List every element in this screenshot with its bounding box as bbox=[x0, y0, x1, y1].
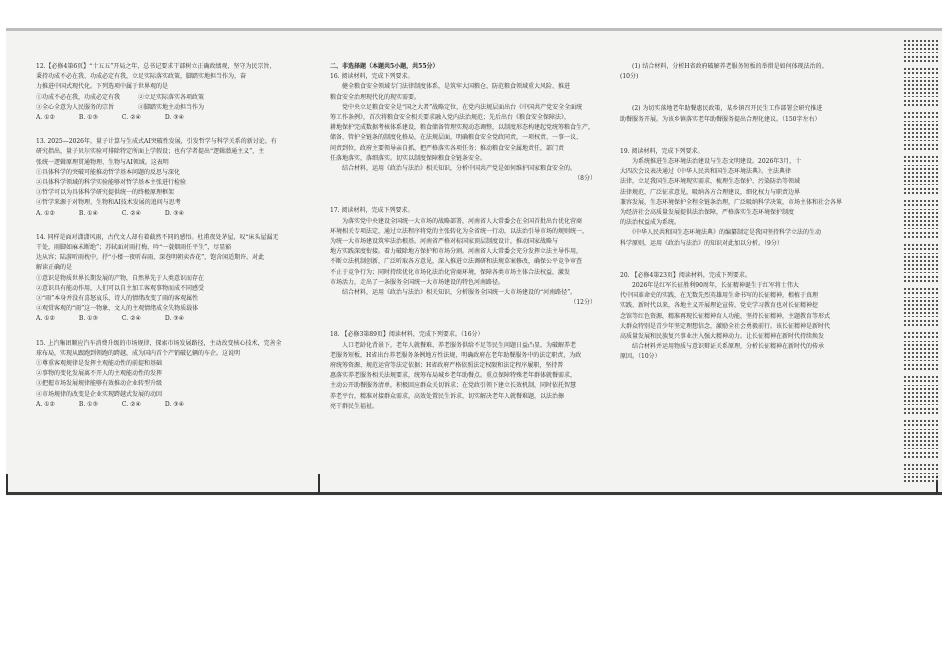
question-20-block bbox=[620, 271, 878, 363]
text-line-q16k: （8分） bbox=[574, 175, 596, 183]
text-line-q18c: 老服务短板，H省出台养老服务条例地方性法规，明确政府在老年助餐服务中的法定职责，为政 bbox=[330, 351, 582, 359]
text-line-q15a: 15. 上汽集团顺应汽车消费升级的市场规律，探索市场发展路径，主动改变核心技术，完善全 bbox=[36, 339, 282, 347]
text-line-q16d: 党中央立足粮食安全是“国之大者”战略定位，在党内法规层面出台《中国共产党安全全面统 bbox=[330, 103, 583, 111]
text-line-q20i: 原因。（10分） bbox=[620, 353, 661, 361]
text-line-q15b: 球布局，实现从跟跑到领跑的跨越，成为国内首个产销破亿辆的车企。这说明 bbox=[36, 349, 241, 357]
text-line-q17j: （12分） bbox=[570, 299, 596, 307]
text-line-q15c: ①尊重客观规律是发挥主观能动性的前提和基础 bbox=[36, 360, 163, 368]
text-line-q20f: 大群众特别是青少年坚定理想信念，激励全社会勇毅前行。该长征精神是新时代 bbox=[620, 322, 831, 330]
question-19-block bbox=[620, 147, 878, 249]
text-line-q17c: 环境相关专项法定，通过立法程序将党的主张转化为全省统一行动，以法治引导市场的规则统一， bbox=[330, 227, 589, 235]
left-crop-mark bbox=[6, 474, 8, 494]
text-line-q14b: 干处，雨脚如麻未断绝”；苏轼面对雨打梅，吟“一蓑烟雨任平生”，尽显豁 bbox=[36, 244, 232, 252]
text-line-q18j: (10分) bbox=[620, 73, 639, 81]
text-line-q20h: 结合材料并运用物质与意识辩证关系原理，分析长征精神在新时代的传承 bbox=[620, 343, 825, 351]
text-line-q16i: 任落地落实，落细落实。切实以制度保障粮食全链条安全。 bbox=[330, 154, 487, 162]
text-line-q18b: 人口老龄化背景下，老年人就餐难、养老服务供给不足等民生问题日益凸显，为破解养老 bbox=[330, 341, 577, 349]
text-line-q20g: 高质量发展和民族复兴事业注入强大精神动力。让长征精神在新时代持续焕发 bbox=[620, 333, 825, 341]
text-line-q17h: 市场活力，走出了一条服务全国统一大市场建设的特色河南路径。 bbox=[330, 278, 505, 286]
text-line-q14c: 达从容；陆游听雨枕中，抒“小楼一夜听春雨，深巷明朝卖杏花”，饱含闲适期许。对此 bbox=[36, 254, 265, 262]
text-line-q17g: 不止于竞争行为；同时持续优化市场化法治化营商环境，保障各类市场主体合法权益，激发 bbox=[330, 268, 571, 276]
text-line-q18l: 助餐服务开展。为该乡镇落实老年助餐服务提出合理化建议。（150字左右） bbox=[620, 115, 821, 123]
text-line-q14e: ①意识是物质世界长期发展的产物，自然界先于人类意识而存在 bbox=[36, 274, 205, 282]
text-line-q12b: 秉持功成不必在我、功成必定有我，立足实际落实政策，脚踏实地担当作为，奋 bbox=[36, 73, 247, 81]
text-line-q19g: 为经济社会高质量发展提供法治保障，严格落实生态环境保护制度 bbox=[620, 209, 795, 217]
text-line-q17i: 结合材料，运用《政治与法治》相关知识，分析服务全国统一大市场建设的“河南路径”。 bbox=[330, 289, 577, 297]
text-line-q18d: 府统筹资源、规范运营等法定依据；H省政府严格依照法定权限和法定程序履职，坚持普 bbox=[330, 362, 564, 370]
text-line-q18a: 18. 【必修3第89页】阅读材料，完成下列要求。（16分） bbox=[330, 331, 484, 339]
text-line-q20c: 代中国革命史的实践，在无数先烈英雄用生命书写的长征精神，根植于真理 bbox=[620, 292, 819, 300]
column-middle-essay-questions bbox=[330, 62, 602, 412]
text-line-q15g: A. ①② B. ①③ C. ②④ D. ③④ bbox=[36, 400, 185, 408]
text-line-q14g: ③“雨”本身并没有喜怒哀乐，诗人的情绪改变了雨的客观属性 bbox=[36, 295, 199, 303]
text-line-q13e: ②具体科学领域的科学实验能够对哲学基本主张进行检验 bbox=[36, 179, 187, 187]
text-line-q18e: 惠落实养老服务相关法规要求，统筹布局城乡老年助餐点。重点保障特殊老年群体就餐需求， bbox=[330, 372, 577, 380]
text-line-q12c: 力推进中国式现代化。下列选项中属于世界观的是 bbox=[36, 83, 169, 91]
text-line-q19d: 法律，立足我国生态环境现实需求，梳理生态保护、污染防治等领域 bbox=[620, 178, 801, 186]
text-line-q20e: 念馆等红色资源，精准再现长征精神育人功能，坚持长征精神，主题教育等形式 bbox=[620, 312, 831, 320]
text-line-q17d: 为统一大市场建设筑牢法治根基。河南省严格对标国家顶层制度设计，推动国家战略与 bbox=[330, 238, 559, 246]
column-right-essay-questions bbox=[620, 62, 878, 363]
question-17-block bbox=[330, 206, 602, 308]
text-line-q17b: 为落实党中央建设全国统一大市场的战略部署，河南省人大常委会在全国首批出台优化营商 bbox=[330, 217, 583, 225]
text-line-q18i: (1) 结合材料，分析H省政府破解养老服务短板的举措是如何体现法治的。 bbox=[620, 63, 828, 70]
text-line-q20a: 20. 【必修4第23页】阅读材料，完成下列要求。 bbox=[620, 271, 751, 279]
text-line-q17e: 地方实践深度衔接。着力破除地方保护和市场分割。河南省人大常委会充分发挥立法主导作用， bbox=[330, 248, 583, 256]
text-line-q18g: 养老平台，精准对接群众需求，高效处置民生诉求，切实解决老年人就餐难题，以法治擦 bbox=[330, 392, 565, 400]
text-line-q16g: 储备、管护全链条的制度化格局，在法规层面，明确粮食安全党政同责，一项权责、一事一议、 bbox=[330, 134, 583, 142]
sheet-bottom-edge bbox=[6, 492, 942, 495]
text-line-q16c: 粮食安全治理现代化的现实需要。 bbox=[330, 93, 421, 101]
text-line-q18k: (2) 为切实落地老年助餐惠民政策，某乡镇召开民生工作部署会研究推进 bbox=[620, 105, 823, 113]
text-line-q16b: 健全粮食安全领域专门法律制度体系，是筑牢大国粮仓、防范粮食领域重大风险、推进 bbox=[330, 83, 571, 91]
text-line-q13a: 13. 2025—2026年，量子计算与生成式AI突破性发展，引发哲学与科学关系的新讨论。有 bbox=[36, 138, 277, 146]
text-line-q14h: ④观赏客观的“雨”这一物象，文人的主观情绪成全失物质载体 bbox=[36, 305, 199, 313]
text-line-q14f: ②意识具有能动作用，人们可以自主加工客观事物而成不同感受 bbox=[36, 284, 205, 292]
text-line-q16j: 结合材料，运用《政治与法治》相关知识，分析中国共产党是如何维护国家粮食安全的。 bbox=[330, 165, 577, 173]
qr-strip-divider bbox=[904, 40, 940, 482]
text-line-q15d: ②事物的变化发展离不开人的主观能动性的发挥 bbox=[36, 370, 163, 378]
text-line-q20d: 实践、新时代以来，各地主义开展理论宣传，党史学习教育也对长征精神挖 bbox=[620, 302, 819, 310]
text-line-q19i: 《中华人民共和国生态环境法典》的编纂制定是我国坚持科学立法的生动 bbox=[620, 229, 822, 237]
text-line-q15f: ④市场规律的改变是企业实现跨越式发展的动因 bbox=[36, 390, 163, 398]
text-line-q12d: ①功成不必在我，功成必定有我 ②立足实际落实各项政策 bbox=[36, 93, 205, 101]
section-2-questions-16 bbox=[330, 62, 602, 184]
text-line-q16h: 问责到位，政府主要领导亲自抓，把严格落实各项任务；推动粮食安全属地责任，部门责 bbox=[330, 144, 565, 152]
middle-crop-mark bbox=[318, 474, 320, 494]
text-line-q15e: ③把握市场发展规律能够有效推动企业转型升级 bbox=[36, 380, 163, 388]
text-line-q16f: 耕地保护完成数据考核体系建设，粮食储备管理实现动态调整，以制度形态构建起党统筹粮食生产， bbox=[330, 124, 595, 132]
question-18-block bbox=[330, 330, 602, 412]
text-line-q12e: ③全心全意为人民服务的宗旨 ④脚踏实地主动担当作为 bbox=[36, 103, 205, 111]
text-line-q13d: ①具体科学的突破可能推动哲学基本问题的反思与深化 bbox=[36, 168, 181, 176]
text-line-q18f: 主动公开助餐服务清单，积极回应群众关切诉求；在党政引领下建立长效机制，同时依托智慧 bbox=[330, 382, 577, 390]
text-line-q19b: 为系统推进生态环境法治建设与生态文明建设。2026年3月，十 bbox=[620, 158, 802, 166]
text-line-q12a: 12.【必修4第6页】“十五五”开局之年，总书记要求干部树立正确政绩观，坚守为民宗旨， bbox=[36, 63, 276, 70]
question-18-part2 bbox=[620, 104, 878, 124]
text-line-s2: 二、非选择题（本题共5小题，共55分） bbox=[330, 63, 439, 70]
text-line-q19h: 的法治权益成为系统。 bbox=[620, 219, 681, 227]
text-line-q17f: 不断立法机制创新，广泛听取各方意见，深入推进立法调研和法规草案修改，确保公平竞争审查 bbox=[330, 258, 583, 266]
text-line-q14a: 14. 同样是面对潇潇风雨，古代文人却有着截然不同的感悟。杜甫夜处茅屋，叹“床头屋漏无 bbox=[36, 233, 279, 241]
text-line-q12f: A. ①② B. ①③ C. ②④ D. ③④ bbox=[36, 114, 185, 122]
text-line-q20b: 2026年是红军长征胜利90周年，长征精神诞生于红军将士伟大 bbox=[620, 282, 799, 290]
sheet-top-edge bbox=[6, 28, 942, 31]
text-line-q13h: A. ①② B. ①④ C. ②④ D. ③④ bbox=[36, 209, 185, 217]
text-line-q14i: A. ①② B. ①③ C. ②④ D. ③④ bbox=[36, 315, 185, 323]
text-line-q19c: 大四次会议表决通过《中华人民共和国生态环境法典》。主法典律 bbox=[620, 168, 792, 176]
text-line-q13g: ④哲学来源于对物理、生物和AI技术发展的追问与思考 bbox=[36, 199, 181, 207]
text-line-q19a: 19. 阅读材料，完成下列要求。 bbox=[620, 147, 704, 155]
text-line-q19j: 科学原则，运用《政治与法治》的知识对此加以分析。（9分） bbox=[620, 239, 783, 247]
text-line-q16e: 筹工作条例》，首次将粮食安全相关要求融入党内法治规范；先后出台《粮食安全保障法》， bbox=[330, 114, 571, 122]
question-18-part1 bbox=[620, 62, 878, 82]
text-line-q16a: 16. 阅读材料，完成下列要求。 bbox=[330, 73, 414, 81]
text-line-q13b: 研究指出，量子贝尔实验可排除特定所面上学假设；也有学者提出“逻辑潜通主义”，主 bbox=[36, 148, 265, 156]
text-line-q14d: 解读正确的是 bbox=[36, 264, 73, 272]
column-left-multiple-choice bbox=[36, 62, 298, 410]
text-line-q13c: 张统一逻辑原理贯通物理、生物与AI领域。这表明 bbox=[36, 158, 169, 166]
text-line-q19e: 法律规范，广泛征求意见，吸纳各方合理建议，细化权力与职责边界 bbox=[620, 188, 801, 196]
text-line-q13f: ③哲学可以为具体科学研究提供统一的终极原理框架 bbox=[36, 189, 175, 197]
text-line-q18h: 亮干群民生福祉。 bbox=[330, 402, 379, 410]
text-line-q17a: 17. 阅读材料，完成下列要求。 bbox=[330, 207, 414, 215]
text-line-q19f: 兼容发展，生态环境保护全程全链条治理，广泛吸纳科学决策，市场主体和社会各界 bbox=[620, 198, 843, 206]
